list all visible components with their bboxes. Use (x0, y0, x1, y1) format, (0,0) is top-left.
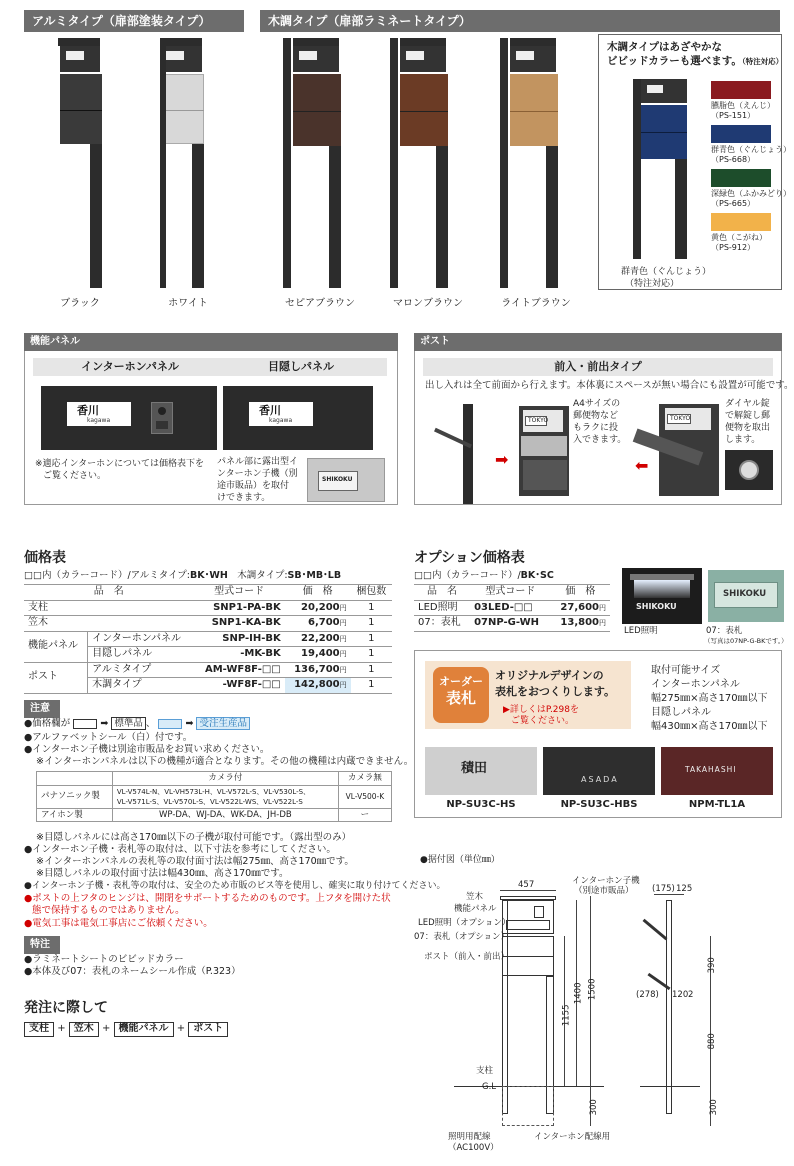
price-title: 価格表 (24, 550, 66, 566)
post-illustration-insert (423, 396, 573, 504)
product-maron-brown (390, 38, 470, 288)
post-dial-2: で解錠し郵 (725, 411, 771, 421)
dial-lock-photo (725, 450, 773, 490)
swatch-enji-name: 臙脂色（えんじ） (711, 101, 775, 110)
order-head-2: 表札をおつくりします。 (495, 685, 616, 698)
option-row-name: 07：表札 (414, 616, 470, 632)
price-header-code: 型式コード (194, 585, 285, 601)
plate-code-hs: NP-SU3C-HS (446, 799, 516, 810)
product-label-white: ホワイト (168, 298, 208, 309)
price-value: 20,200 (301, 601, 340, 613)
vivid-product-post (633, 79, 641, 259)
price-row-name: ポスト (24, 662, 88, 693)
option-price-unit: 円 (599, 619, 606, 627)
post-desc: 出し入れは全て前面から行えます。本体裏にスペースが無い場合にも設置が可能です。 (425, 380, 794, 391)
product-label-sepia-brown: セピアブラウン (285, 298, 355, 309)
plate-label-1: 07：表札 (706, 626, 743, 636)
panel-section (24, 333, 398, 505)
caution-header: 注意 (24, 700, 60, 718)
compat-panasonic-nocamera: VL-V500-K (338, 785, 391, 808)
dim-2: 2 (688, 990, 694, 1000)
intercom-compat-table (36, 771, 392, 822)
plate-photo (708, 570, 784, 622)
option-header-name: 品 名 (414, 585, 470, 601)
table-row (24, 631, 392, 647)
post-plate-1: TOKYO (528, 417, 549, 424)
price-header-price: 価 格 (285, 585, 351, 601)
price-row-price (285, 600, 351, 616)
label-led: LED照明（オプション） (418, 918, 511, 928)
price-sub-prefix: □□内（カラーコード）/アルミタイプ: (24, 570, 190, 581)
plate-sample-hs (425, 747, 537, 795)
caution-line-10a: ●ポストの上フタのヒンジは、開閉をサポートするためのものです。上フタを開けた状 (24, 893, 391, 904)
table-row (24, 600, 392, 616)
intercom-name-sub: kagawa (87, 417, 111, 424)
product-sepia-brown (283, 38, 363, 288)
dim-278: (278) (636, 990, 659, 1000)
option-title: オプション価格表 (414, 550, 525, 566)
price-row-sub: 木調タイプ (88, 678, 194, 694)
caution-l1a: ●価格欄が (24, 718, 71, 729)
size-2: 幅275㎜×高さ170㎜以下 (651, 693, 768, 704)
price-row-sub: インターホンパネル (88, 631, 194, 647)
caution-line-1 (24, 718, 250, 730)
option-row-price (551, 600, 610, 616)
arrow-icon: ⬅ (635, 456, 649, 475)
dim-457: 457 (518, 880, 535, 890)
table-row (37, 785, 392, 808)
intercom-note-1: ※適応インターホンについては価格表下を (35, 459, 205, 469)
swatch-gunjo-name: 群青色（ぐんじょう） (711, 145, 791, 154)
price-row-code: SNP1-KA-BK (194, 616, 285, 632)
label-gl: G.L (482, 1082, 497, 1092)
price-row-price (285, 662, 351, 678)
option-subtitle (414, 570, 554, 582)
vivid-main-label1: 群青色（ぐんじょう） (621, 267, 712, 277)
swatch-enji (711, 81, 771, 99)
option-row-name: LED照明 (414, 600, 470, 616)
caution-l1e: ➡ (185, 718, 194, 729)
table-row (37, 808, 392, 822)
post-a4-4: 入できます。 (573, 435, 627, 445)
installation-drawing (414, 870, 784, 1160)
swatch-gunjo-code: （PS-668） (711, 155, 756, 164)
blind-note-1: パネル部に露出型イ (217, 457, 299, 467)
blind-small-photo (307, 458, 385, 502)
size-3: 目隠しパネル (651, 707, 711, 718)
feature-header: 特注 (24, 936, 60, 954)
caution-l1f: 受注生産品 (196, 717, 250, 730)
intercom-name-plate: 香川 (77, 404, 99, 417)
option-header-code: 型式コード (470, 585, 551, 601)
vivid-main-label2: （特注対応） (625, 279, 680, 289)
price-header-name: 品 名 (24, 585, 194, 601)
post-plate-2: TOKYO (670, 415, 691, 422)
plate-sample-hbs-text: ASADA (581, 775, 619, 784)
option-header-price: 価 格 (551, 585, 610, 601)
order-item-panel: 機能パネル (114, 1022, 174, 1037)
dim-300-side: 300 (708, 1099, 719, 1116)
table-row (24, 616, 392, 632)
swatch-gunjo (711, 125, 771, 143)
order-items (24, 1022, 228, 1037)
order-head-1: オリジナルデザインの (495, 669, 604, 682)
blind-panel-image (223, 386, 373, 450)
caution-line-9: ●インターホン子機・表札等の取付は、安全のため市販のビス等を使用し、確実に取り付けてください。 (24, 881, 446, 891)
plate-code-tl1a: NPM-TL1A (688, 799, 746, 810)
product-light-brown (500, 38, 580, 288)
order-item-kasagi: 笠木 (69, 1022, 99, 1037)
price-row-qty: 1 (351, 647, 392, 663)
size-title: 取付可能サイズ (651, 665, 721, 676)
label-wiring-intercom: インターホン配線用 (534, 1132, 611, 1142)
price-value: 142,800 (294, 679, 340, 690)
product-label-black: ブラック (60, 298, 100, 309)
price-row-code: SNP-IH-BK (194, 631, 285, 647)
price-sub-alumi: BK･WH (190, 570, 228, 581)
compat-pana-cam-2: VL-V571L-S、VL-V570L-S、VL-V522L-WS、VL-V522L-S (116, 797, 303, 806)
price-unit: 円 (339, 619, 347, 627)
product-label-light-brown: ライトブラウン (501, 298, 571, 309)
dim-300-front: 300 (588, 1099, 599, 1116)
option-table (414, 584, 610, 632)
plate-photo-text: SHIKOKU (723, 589, 767, 599)
price-row-name: 機能パネル (24, 631, 88, 662)
compat-header-camera: カメラ付 (112, 772, 338, 786)
option-sub-prefix: □□内（カラーコード）/ (414, 570, 521, 581)
post-a4-1: A4サイズの (573, 399, 621, 409)
dim-120: 120 (672, 990, 689, 1000)
label-panel: 機能パネル (454, 904, 497, 914)
option-sub-code: BK･SC (520, 570, 554, 581)
post-dial-3: 便物を取出 (725, 423, 771, 433)
compat-maker-panasonic: パナソニック製 (37, 785, 113, 808)
vivid-title-main: ビビッドカラーも選べます。 (607, 55, 742, 67)
blind-name-sub: kagawa (269, 417, 293, 424)
table-row (24, 662, 392, 678)
caution-line-11: ●電気工事は電気工事店にご依頼ください。 (24, 918, 213, 929)
swatch-fukamidori-code: （PS-665） (711, 199, 756, 208)
order-badge-line1: オーダー (439, 675, 483, 688)
caution-line-4: ※インターホンパネルは以下の機種が適合となります。その他の機種は内蔵できません。 (36, 756, 414, 767)
price-row-price (285, 631, 351, 647)
compat-panasonic-camera (112, 785, 338, 808)
post-a4-3: もラクに投 (573, 423, 619, 433)
plate-sample-hbs (543, 747, 655, 795)
order-badge (433, 667, 489, 723)
vivid-title-line1: 木調タイプはあざやかな (607, 41, 722, 53)
order-title: 発注に際して (24, 1000, 108, 1016)
intercom-note-2: ご覧ください。 (43, 471, 107, 481)
swatch-fukamidori-name: 深緑色（ふかみどり） (711, 189, 791, 198)
label-plate: 07：表札（オプション） (414, 932, 510, 942)
order-plate-box (414, 650, 782, 818)
caution-l1c: 標準品 (111, 717, 146, 730)
post-header: ポスト (414, 333, 782, 351)
caution-line-3: ●インターホン子機は別途市販品をお買い求めください。 (24, 744, 270, 755)
price-sub-mid: 木調タイプ: (227, 570, 288, 581)
option-price-value: 13,800 (560, 617, 599, 628)
post-illustration-remove (629, 396, 719, 504)
post-dial-1: ダイヤル錠 (725, 399, 770, 409)
price-value: 19,400 (301, 648, 340, 659)
order-link[interactable]: ▶詳しくはP.298を (503, 705, 579, 715)
drawing-title: ●据付図（単位㎜） (420, 855, 500, 865)
price-row-sub: 目隠しパネル (88, 647, 194, 663)
post-type-title: 前入・前出タイプ (423, 358, 773, 376)
blue-box-icon (158, 719, 182, 729)
dim-390: 390 (706, 957, 717, 974)
price-row-sub: アルミタイプ (88, 662, 194, 678)
price-row-name: 笠木 (24, 616, 194, 632)
option-price-value: 27,600 (560, 601, 599, 613)
plate-label-2: （写真は07NP-G-BKです。） (704, 637, 788, 645)
caution-line-6: ●インターホン子機・表札等の取付は、以下寸法を参考にしてください。 (24, 844, 336, 855)
label-wiring-light-1: 照明用配線 (448, 1132, 491, 1142)
vivid-title-note: （特注対応） (741, 57, 784, 66)
price-value: 22,200 (301, 632, 340, 644)
panel-header: 機能パネル (24, 333, 398, 351)
table-row (414, 616, 610, 632)
swatch-enji-code: （PS-151） (711, 111, 756, 120)
product-white (150, 38, 230, 288)
dim-125: 125 (676, 884, 693, 894)
compat-pana-cam-1: VL-V574L-N、VL-VH573L-H、VL-V572L-S、VL-V530L-S、 (116, 787, 311, 796)
label-post: ポスト（前入・前出） (424, 952, 510, 962)
vivid-color-box (598, 34, 791, 290)
price-unit: 円 (339, 634, 347, 643)
price-row-qty: 1 (351, 616, 392, 632)
plate-sample-hs-text: 積田 (461, 761, 488, 776)
price-row-price (285, 616, 351, 632)
post-section (414, 333, 794, 505)
swatch-kogane (711, 213, 771, 231)
order-item-post: ポスト (188, 1022, 228, 1037)
plate-sample-tl1a-text: TAKAHASHI (685, 765, 737, 774)
compat-maker-aiphone: アイホン製 (37, 808, 113, 822)
size-4: 幅430㎜×高さ170㎜以下 (651, 721, 768, 732)
price-row-name: 支柱 (24, 600, 194, 616)
blind-small-plate-text: SHIKOKU (322, 476, 353, 483)
product-label-maron-brown: マロンブラウン (393, 298, 463, 309)
product-black (40, 38, 120, 288)
intercom-panel-title: インターホンパネル (33, 358, 227, 376)
caution-l1b: ➡ (100, 718, 109, 729)
option-row-price (551, 616, 610, 632)
price-unit: 円 (339, 665, 347, 674)
caution-line-8: ※目隠しパネルの取付面寸法は幅430㎜、高さ170㎜です。 (36, 868, 289, 879)
compat-aiphone-camera: WP-DA、WJ-DA、WK-DA、JH-DB (112, 808, 338, 822)
order-link-2[interactable]: ご覧ください。 (511, 716, 575, 726)
price-unit: 円 (339, 681, 347, 689)
blind-panel-title: 目隠しパネル (215, 358, 387, 376)
caution-line-10b: 態で保持するものではありません。 (32, 905, 185, 916)
dim-1400: 1400 (573, 982, 584, 1005)
blind-name-plate: 香川 (259, 404, 281, 417)
white-box-icon (73, 719, 97, 729)
led-label: LED照明 (624, 626, 658, 636)
label-intercom-child-2: （別途市販品） (574, 886, 634, 896)
price-row-code: -MK-BK (194, 647, 285, 663)
price-unit: 円 (339, 650, 347, 658)
price-header-qty: 梱包数 (351, 585, 392, 601)
order-badge-line2: 表札 (445, 688, 476, 707)
blind-note-2: ンターホン子機（別 (217, 469, 298, 479)
feature-line-1: ●ラミネートシートのビビッドカラー (24, 954, 184, 965)
dim-175: (175) (652, 884, 675, 894)
price-row-qty: 1 (351, 678, 392, 694)
caution-l1d: 、 (145, 718, 156, 729)
vivid-title-line2 (607, 55, 783, 68)
arrow-icon: ➡ (495, 450, 509, 469)
label-intercom-child-1: インターホン子機 (572, 876, 640, 886)
caution-line-2: ●アルファベットシール（白）付です。 (24, 732, 193, 743)
swatch-kogane-name: 黄色（こがね） (711, 233, 767, 242)
price-table (24, 584, 392, 694)
label-wiring-light-2: （AC100V） (448, 1143, 499, 1153)
price-row-code: -WF8F-□□ (194, 678, 285, 694)
label-pillar: 支柱 (476, 1066, 494, 1076)
compat-header-nocamera: カメラ無 (338, 772, 391, 786)
post-a4-2: 郵便物など (573, 411, 619, 421)
label-kasagi: 笠木 (466, 892, 484, 902)
plate-code-hbs: NP-SU3C-HBS (560, 799, 638, 810)
compat-aiphone-nocamera: ー (338, 808, 391, 822)
plate-sample-tl1a (661, 747, 773, 795)
caution-line-5: ※目隠しパネルには高さ170㎜以下の子機が取付可能です。（露出型のみ） (36, 832, 352, 843)
plus-icon: + (101, 1023, 111, 1034)
caution-line-7: ※インターホンパネルの表札等の取付面寸法は幅275㎜、高さ170㎜です。 (36, 856, 354, 867)
swatch-fukamidori (711, 169, 771, 187)
price-row-price (285, 647, 351, 663)
blind-note-3: 途市販品）を取付 (217, 481, 290, 491)
alumi-type-header: アルミタイプ（扉部塗装タイプ） (24, 10, 244, 32)
price-subtitle (24, 570, 341, 582)
plus-icon: + (176, 1023, 186, 1034)
compat-header-blank (37, 772, 113, 786)
option-row-code: 03LED-□□ (470, 600, 551, 616)
table-row (414, 600, 610, 616)
wood-type-header: 木調タイプ（扉部ラミネートタイプ） (260, 10, 780, 32)
post-dial-4: します。 (725, 435, 761, 445)
blind-note-4: けできます。 (217, 493, 271, 503)
led-plate-text: SHIKOKU (636, 602, 677, 611)
option-row-code: 07NP-G-WH (470, 616, 551, 632)
plus-icon: + (57, 1023, 66, 1034)
order-plate-banner (425, 661, 631, 729)
led-photo (622, 568, 702, 624)
option-price-unit: 円 (599, 603, 606, 612)
price-value: 136,700 (294, 663, 340, 675)
price-row-code: AM-WF8F-□□ (194, 662, 285, 678)
price-row-code: SNP1-PA-BK (194, 600, 285, 616)
order-item-pillar: 支柱 (24, 1022, 54, 1037)
price-row-qty: 1 (351, 600, 392, 616)
price-row-price (285, 678, 351, 694)
dim-1500: 1500 (587, 978, 598, 1001)
dim-1155: 1155 (561, 1004, 572, 1027)
size-1: インターホンパネル (651, 679, 740, 690)
intercom-unit-icon (151, 402, 173, 434)
price-row-qty: 1 (351, 662, 392, 678)
price-value: 6,700 (307, 617, 340, 628)
feature-line-2: ●本体及び07：表札のネームシール作成（P.323） (24, 966, 241, 977)
price-unit: 円 (339, 603, 347, 612)
price-sub-wood: SB･MB･LB (287, 570, 342, 581)
price-row-qty: 1 (351, 631, 392, 647)
swatch-kogane-code: （PS-912） (711, 243, 756, 252)
dim-880: 880 (706, 1033, 717, 1050)
intercom-panel-image (41, 386, 217, 450)
